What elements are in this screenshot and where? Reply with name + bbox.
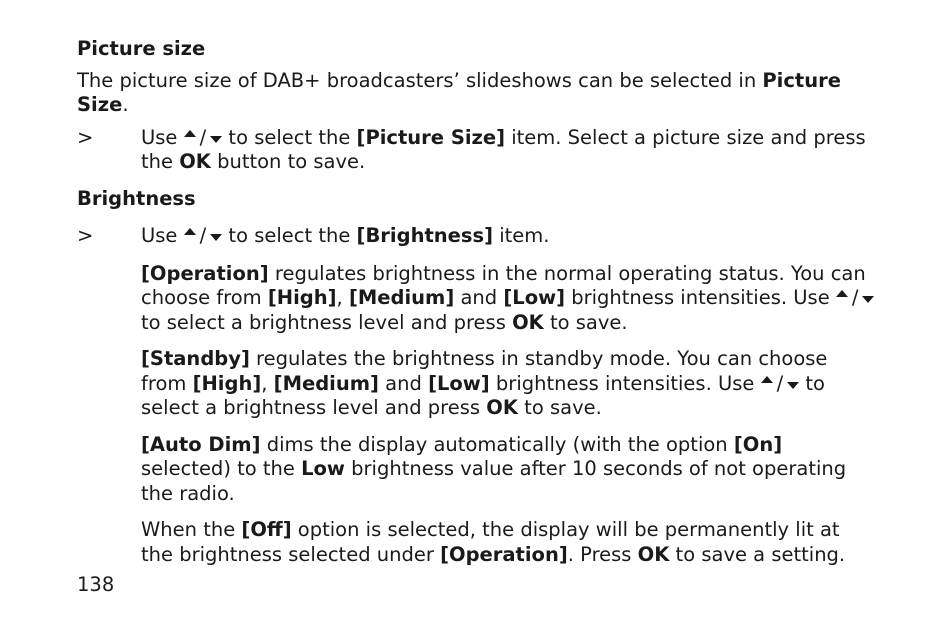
text: and: [454, 286, 504, 309]
step-use: Use: [141, 224, 178, 247]
brightness-step: [77, 224, 877, 249]
slash: /: [199, 125, 207, 149]
slash: /: [851, 286, 859, 309]
arrow-down-icon: [787, 382, 799, 389]
picture-size-step: [77, 126, 877, 175]
text: to select a brightness level and press: [141, 371, 825, 419]
slash: /: [776, 371, 784, 395]
ok-term: OK: [486, 396, 518, 419]
ok-term: OK: [179, 150, 211, 173]
text: selected) to the: [141, 457, 302, 480]
text: . Press: [567, 542, 638, 566]
step-item: [Brightness]: [356, 224, 494, 247]
picture-size-intro: [77, 69, 877, 118]
off-description: [77, 518, 877, 567]
term-high: [High]: [267, 286, 337, 309]
text: to save a setting.: [669, 542, 846, 566]
intro-bold-term: Picture Size: [77, 68, 841, 116]
operation-description: [77, 262, 877, 336]
text: brightness value after 10 seconds of not operating the radio.: [141, 457, 847, 505]
text: to save.: [517, 396, 602, 419]
term-off: [Off]: [241, 518, 292, 541]
term-operation: [Operation]: [141, 261, 269, 285]
term-medium: [Medium]: [348, 286, 455, 309]
term-standby: [Standby]: [141, 347, 250, 370]
text: When the: [141, 518, 242, 541]
step-marker: >: [77, 125, 94, 149]
term-auto-dim: [Auto Dim]: [141, 432, 261, 456]
term-medium: [Medium]: [273, 371, 379, 395]
autodim-description: [77, 433, 877, 507]
arrow-down-icon: [862, 296, 874, 303]
page-number: 138: [77, 573, 115, 596]
ok-term: OK: [512, 310, 544, 334]
text: dims the display automatically (with the option: [260, 432, 734, 456]
text: brightness intensities. Use: [565, 286, 836, 309]
text: regulates brightness in the normal operating status. You can choose from: [141, 261, 866, 309]
slash: /: [199, 224, 207, 247]
manual-page: [77, 37, 877, 567]
text: ,: [261, 371, 274, 395]
term-high: [High]: [192, 371, 262, 395]
ok-term: OK: [637, 542, 670, 566]
step-item: [Picture Size]: [356, 125, 506, 149]
text: and: [378, 371, 429, 395]
text: to select a brightness level and press: [141, 310, 513, 334]
term-on: [On]: [733, 432, 783, 456]
term-low: [Low]: [503, 286, 566, 309]
step-text: button to save.: [210, 150, 366, 173]
step-marker: >: [77, 224, 94, 247]
step-text: to select the: [222, 125, 357, 149]
arrow-up-icon: [761, 376, 773, 383]
arrow-up-icon: [184, 228, 196, 235]
text: brightness intensities. Use: [489, 371, 761, 395]
term-operation: [Operation]: [440, 542, 568, 566]
intro-period: .: [122, 93, 129, 116]
text: option is selected, the display will be permanently lit at the brightness selected under: [141, 518, 840, 566]
term-low: [Low]: [428, 371, 490, 395]
step-text: to select the: [222, 224, 357, 247]
arrow-down-icon: [210, 234, 222, 241]
step-text: item.: [493, 224, 550, 247]
arrow-down-icon: [210, 136, 222, 143]
text: ,: [336, 286, 349, 309]
standby-description: [77, 347, 877, 421]
text: regulates the brightness in standby mode. You can choose from: [141, 347, 828, 395]
section-heading-brightness: Brightness: [77, 186, 196, 210]
text: to save.: [543, 310, 628, 334]
term-low: Low: [301, 457, 345, 480]
intro-text: The picture size of DAB+ broadcasters’ slideshows can be selected in: [77, 68, 763, 92]
section-heading-picture-size: Picture size: [77, 37, 206, 60]
step-use: Use: [141, 125, 178, 149]
step-text: item. Select a picture size and press the: [141, 125, 866, 173]
arrow-up-icon: [184, 130, 196, 137]
arrow-up-icon: [836, 290, 848, 297]
